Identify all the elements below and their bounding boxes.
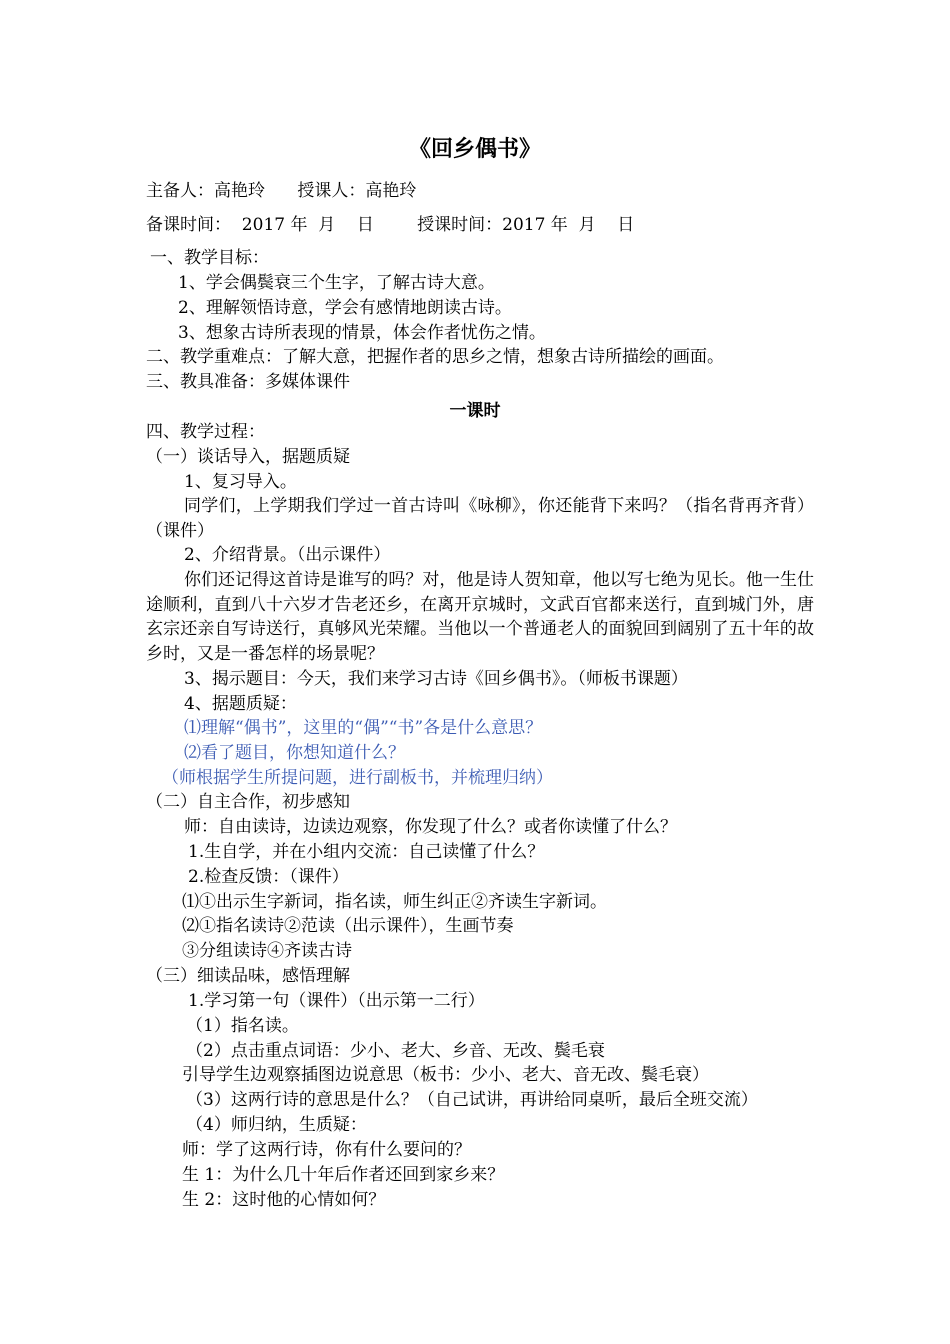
process-heading: 四、教学过程： bbox=[146, 422, 265, 442]
step-item: 引导学生边观察插图边说意思（板书：少小、老大、音无改、鬓毛衰） bbox=[182, 1065, 709, 1085]
preparer-line: 主备人：高艳玲 授课人：高艳玲 bbox=[146, 181, 417, 201]
step-item: 1、复习导入。 bbox=[184, 472, 297, 492]
step-item: 4、据题质疑： bbox=[184, 694, 297, 714]
goal-item: 1、学会偶鬓衰三个生字，了解古诗大意。 bbox=[178, 273, 495, 293]
step-item: ③分组读诗④齐读古诗 bbox=[182, 941, 352, 961]
paragraph: 同学们，上学期我们学过一首古诗叫《咏柳》，你还能背下来吗？（指名背再齐背）（课件） bbox=[146, 496, 814, 541]
step-item: （1）指名读。 bbox=[186, 1016, 299, 1036]
step-item: ⑵①指名读诗②范读（出示课件），生画节奏 bbox=[182, 916, 514, 936]
section-heading: （一）谈话导入，据题质疑 bbox=[146, 447, 350, 467]
question-item: ⑴理解“偶书”，这里的“偶”“书”各是什么意思？ bbox=[184, 718, 543, 738]
step-item: 3、揭示题目：今天，我们来学习古诗《回乡偶书》。（师板书课题） bbox=[184, 669, 688, 689]
question-item: ⑵看了题目，你想知道什么？ bbox=[184, 743, 405, 763]
goals-heading: 一、教学目标： bbox=[150, 248, 269, 268]
document-title: 《回乡偶书》 bbox=[408, 137, 541, 162]
tools-line: 三、教具准备：多媒体课件 bbox=[146, 372, 350, 392]
step-item: 1.生自学，并在小组内交流：自己读懂了什么？ bbox=[188, 842, 545, 862]
step-item: （4）师归纳，生质疑： bbox=[186, 1115, 367, 1135]
step-item: ⑴①出示生字新词，指名读，师生纠正②齐读生字新词。 bbox=[182, 892, 607, 912]
lesson-label: 一课时 bbox=[449, 401, 501, 421]
goal-item: 3、想象古诗所表现的情景，体会作者忧伤之情。 bbox=[178, 323, 546, 343]
section-heading: （二）自主合作，初步感知 bbox=[146, 792, 350, 812]
paragraph: 你们还记得这首诗是谁写的吗？对，他是诗人贺知章，他以写七绝为见长。他一生仕途顺利，直到八十六岁才告老还乡，在离开京城时，文武百官都来送行，直到城门外，唐玄宗还亲自写诗送行，真够风光荣耀。当他以一个普通老人的面貌回到阔别了五十年的故乡时，又是一番怎样的场景呢？ bbox=[146, 570, 814, 664]
step-item: 2、介绍背景。（出示课件） bbox=[184, 545, 391, 565]
step-item: 师：自由读诗，边读边观察，你发现了什么？或者你读懂了什么？ bbox=[184, 817, 677, 837]
step-item: 师：学了这两行诗，你有什么要问的？ bbox=[182, 1140, 471, 1160]
schedule-line: 备课时间： 2017 年 月 日 授课时间：2017 年 月 日 bbox=[146, 215, 635, 235]
key-points: 二、教学重难点：了解大意，把握作者的思乡之情，想象古诗所描绘的画面。 bbox=[146, 347, 724, 367]
step-item: （2）点击重点词语：少小、老大、乡音、无改、鬓毛衰 bbox=[186, 1041, 605, 1061]
section-heading: （三）细读品味，感悟理解 bbox=[146, 966, 350, 986]
step-item: 2.检查反馈：（课件） bbox=[188, 867, 349, 887]
step-item: 1.学习第一句（课件）（出示第一二行） bbox=[188, 991, 485, 1011]
step-item: 生 2：这时他的心情如何？ bbox=[182, 1190, 386, 1210]
question-note: （师根据学生所提问题，进行副板书，并梳理归纳） bbox=[162, 768, 553, 788]
goal-item: 2、理解领悟诗意，学会有感情地朗读古诗。 bbox=[178, 298, 512, 318]
step-item: 生 1：为什么几十年后作者还回到家乡来？ bbox=[182, 1165, 505, 1185]
step-item: （3）这两行诗的意思是什么？（自己试讲，再讲给同桌听，最后全班交流） bbox=[186, 1090, 758, 1110]
